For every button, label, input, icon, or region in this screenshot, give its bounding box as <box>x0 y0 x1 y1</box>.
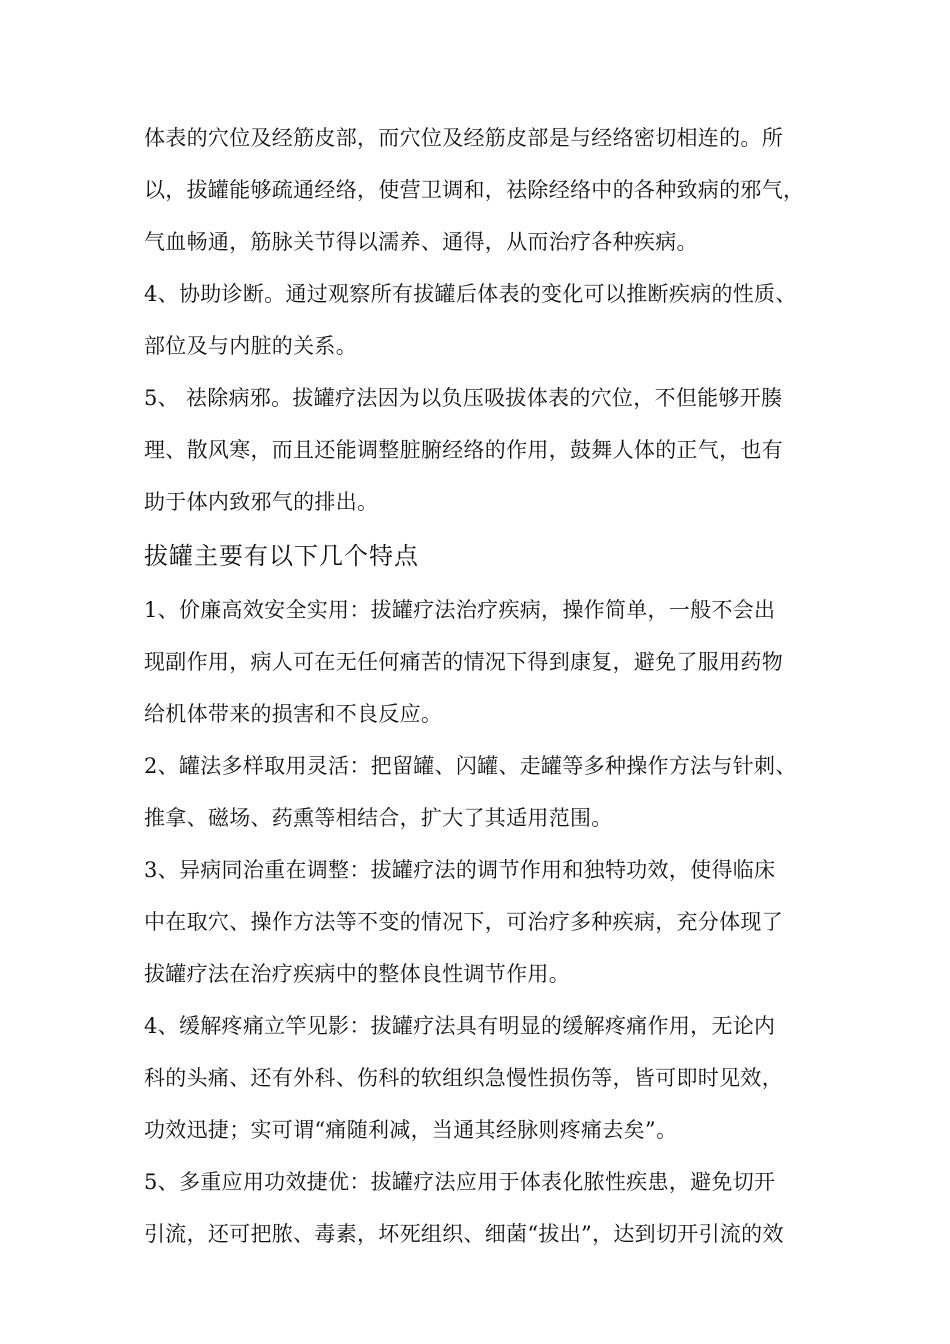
text-line: 助于体内致邪气的排出。 <box>144 490 379 514</box>
paragraph-item-4-diagnosis <box>144 268 812 372</box>
section-heading: 拔罐主要有以下几个特点 <box>144 542 419 570</box>
text-line: 给机体带来的损害和不良反应。 <box>144 702 443 726</box>
text-line: 科的头痛、还有外科、伤科的软组织急慢性损伤等，皆可即时见效， <box>144 1066 783 1090</box>
text-line: 气血畅通，筋脉关节得以濡养、通得，从而治疗各种疾病。 <box>144 230 698 254</box>
paragraph-item-5-remove-pathogen <box>144 372 812 528</box>
paragraph-feature-5 <box>144 1156 812 1260</box>
text-line: 1、价廉高效安全实用：拔罐疗法治疗疾病，操作简单，一般不会出 <box>144 598 776 622</box>
text-line: 体表的穴位及经筋皮部，而穴位及经筋皮部是与经络密切相连的。所 <box>144 126 783 150</box>
text-line: 2、罐法多样取用灵活：把留罐、闪罐、走罐等多种操作方法与针刺、 <box>144 754 797 778</box>
text-line: 4、协助诊断。通过观察所有拔罐后体表的变化可以推断疾病的性质、 <box>144 282 797 306</box>
text-line: 推拿、磁场、药熏等相结合，扩大了其适用范围。 <box>144 806 613 830</box>
text-line: 5、多重应用功效捷优：拔罐疗法应用于体表化脓性疾患，避免切开 <box>144 1170 776 1194</box>
text-line: 4、缓解疼痛立竿见影：拔罐疗法具有明显的缓解疼痛作用，无论内 <box>144 1014 776 1038</box>
paragraph-feature-3 <box>144 844 812 1000</box>
text-line: 拔罐疗法在治疗疾病中的整体良性调节作用。 <box>144 962 570 986</box>
text-line: 3、异病同治重在调整：拔罐疗法的调节作用和独特功效，使得临床 <box>144 858 776 882</box>
text-line: 理、散风寒，而且还能调整脏腑经络的作用，鼓舞人体的正气，也有 <box>144 438 783 462</box>
text-line: 以，拔罐能够疏通经络，使营卫调和，祛除经络中的各种致病的邪气， <box>144 178 805 202</box>
text-line: 5、 祛除病邪。拔罐疗法因为以负压吸拔体表的穴位，不但能够开腠 <box>144 386 783 410</box>
text-line: 现副作用，病人可在无任何痛苦的情况下得到康复，避免了服用药物 <box>144 650 783 674</box>
text-line: 中在取穴、操作方法等不变的情况下，可治疗多种疾病，充分体现了 <box>144 910 783 934</box>
paragraph-meridian-effect <box>144 112 812 268</box>
text-line: 引流，还可把脓、毒素，坏死组织、细菌“拔出”，达到切开引流的效 <box>144 1222 784 1246</box>
text-line: 功效迅捷；实可谓“痛随利减，当通其经脉则疼痛去矣”。 <box>144 1118 678 1142</box>
document-page <box>144 112 812 1260</box>
paragraph-feature-1 <box>144 584 812 740</box>
paragraph-feature-2 <box>144 740 812 844</box>
text-line: 部位及与内脏的关系。 <box>144 334 357 358</box>
paragraph-feature-4 <box>144 1000 812 1156</box>
